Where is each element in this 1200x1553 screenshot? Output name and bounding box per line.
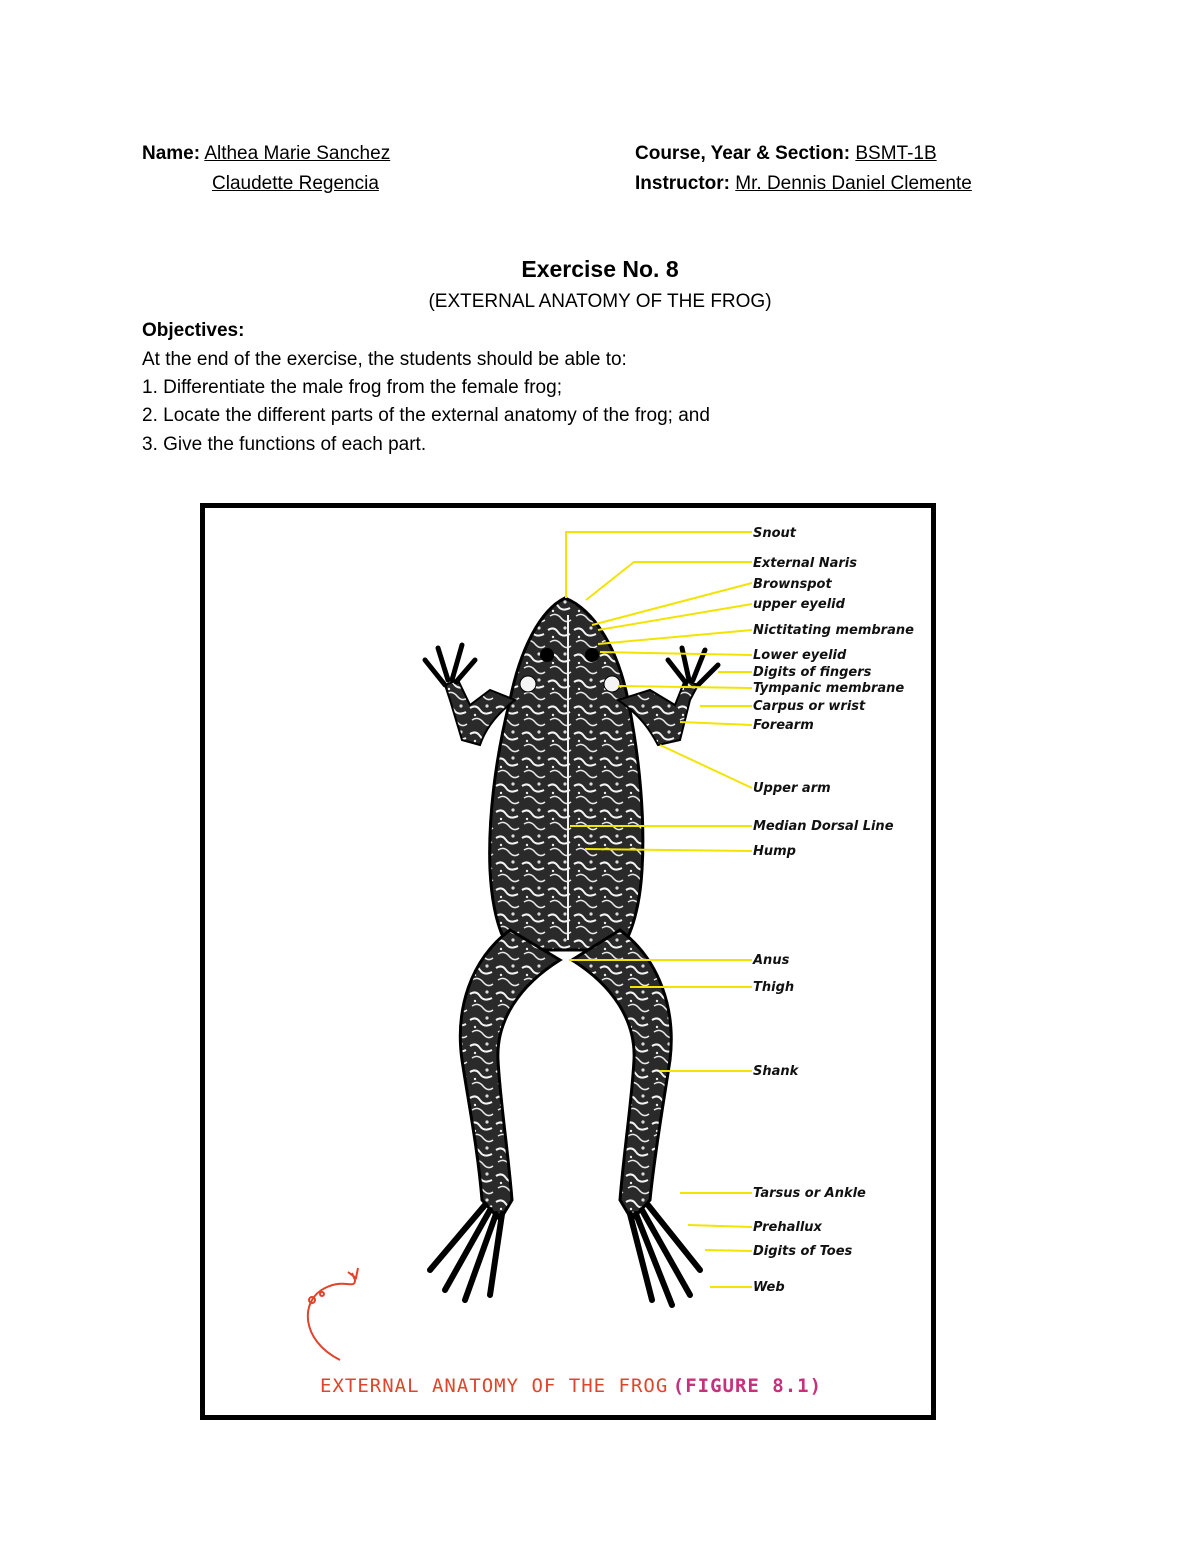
anatomy-labels [752,526,914,1295]
label-carpus-or-wrist: Carpus or wrist [753,699,866,714]
figure-caption [320,1375,822,1397]
exercise-title: Exercise No. 8 [521,256,679,282]
label-forearm: Forearm [753,718,814,733]
objectives-heading: Objectives: [142,320,245,341]
course-label: Course, Year & Section: [635,143,851,164]
student-name-1: Althea Marie Sanchez [204,143,391,164]
frog-figure [200,503,936,1420]
objectives-intro: At the end of the exercise, the students should be able to: [142,349,627,370]
name-row [142,143,390,165]
label-upper-eyelid: upper eyelid [753,597,845,612]
label-web: Web [753,1280,785,1295]
instructor-value: Mr. Dennis Daniel Clemente [735,173,972,194]
student-name-2: Claudette Regencia [212,173,379,194]
label-digits-of-fingers: Digits of fingers [753,665,872,680]
label-brownspot: Brownspot [753,577,832,592]
name-label: Name: [142,143,201,164]
instructor-row [635,173,972,195]
label-median-dorsal-line: Median Dorsal Line [753,819,894,834]
objective-item-2: 2. Locate the different parts of the external anatomy of the frog; and [142,405,710,426]
label-nictitating-membrane: Nictitating membrane [753,623,914,638]
caption-main: EXTERNAL ANATOMY OF THE FROG [320,1375,669,1397]
label-external-naris: External Naris [753,556,857,571]
label-lower-eyelid: Lower eyelid [753,648,847,663]
label-digits-of-toes: Digits of Toes [753,1244,853,1259]
caption-figure: (FIGURE 8.1) [672,1375,823,1397]
frog-diagram [205,508,931,1415]
instructor-label: Instructor: [635,173,730,194]
frog-illustration [425,598,718,1305]
label-shank: Shank [753,1064,799,1079]
course-row [635,143,937,165]
label-upper-arm: Upper arm [753,781,831,796]
label-anus: Anus [753,953,790,968]
label-tympanic-membrane: Tympanic membrane [753,681,905,696]
objective-item-3: 3. Give the functions of each part. [142,434,427,455]
label-prehallux: Prehallux [753,1220,822,1235]
label-tarsus-or-ankle: Tarsus or Ankle [753,1186,866,1201]
label-snout: Snout [753,526,797,541]
exercise-subtitle: (EXTERNAL ANATOMY OF THE FROG) [428,291,772,312]
objective-item-1: 1. Differentiate the male frog from the female frog; [142,377,562,398]
course-value: BSMT-1B [855,143,937,164]
label-hump: Hump [753,844,796,859]
swirl-ornament [308,1268,358,1360]
label-thigh: Thigh [753,980,795,995]
